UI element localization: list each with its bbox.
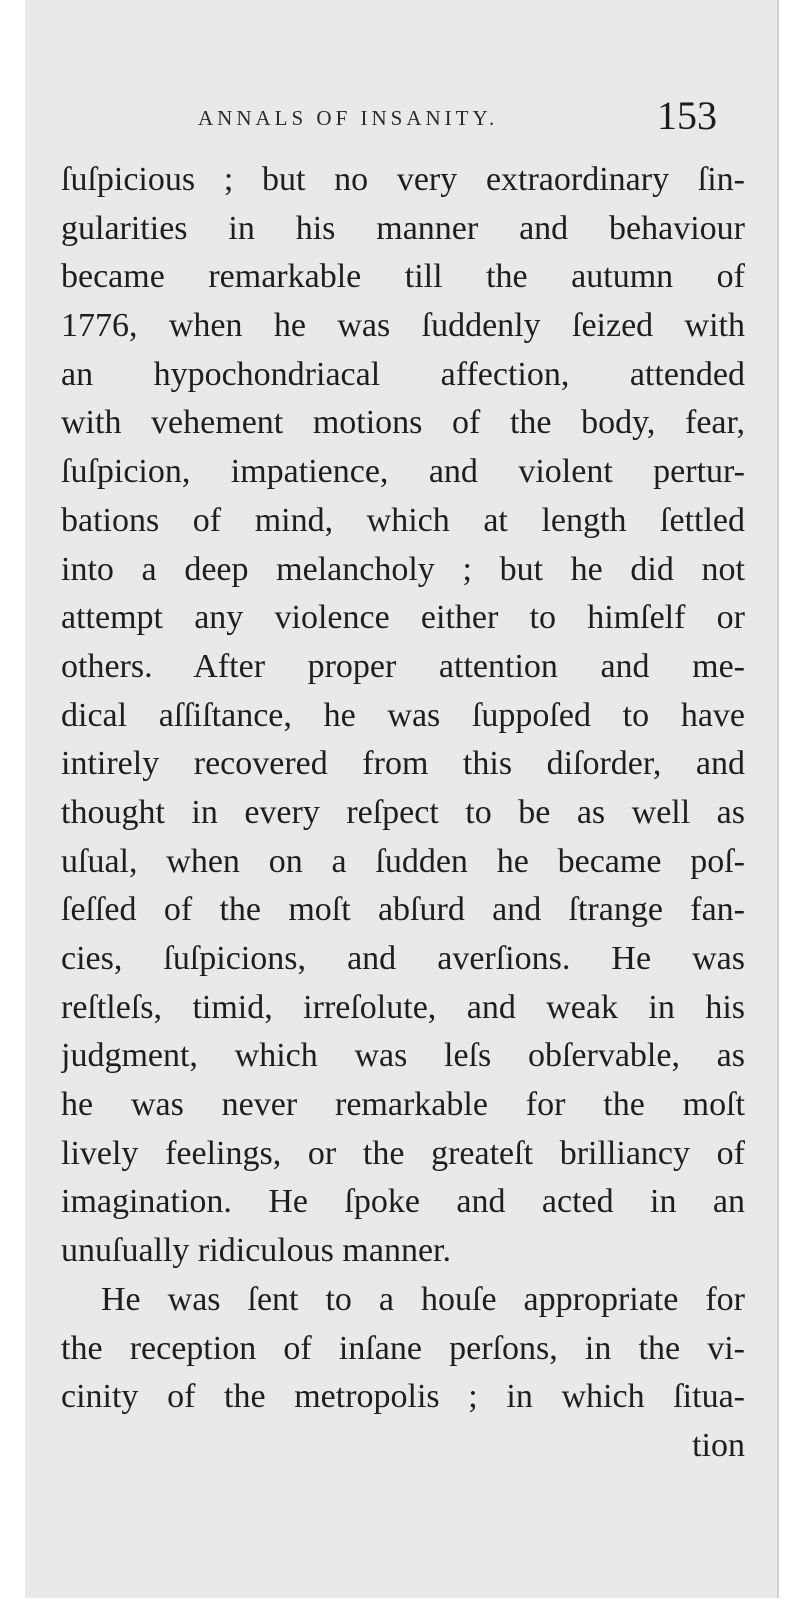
paragraph-end-line: unuſually ridiculous manner.: [61, 1232, 451, 1270]
text-line: cies, ſuſpicions, and averſions. He was: [61, 940, 745, 977]
text-line: bations of mind, which at length ſettled: [61, 501, 745, 539]
text-line: uſual, when on a ſudden he became poſ-: [61, 842, 745, 880]
text-line: into a deep melancholy ; but he did not: [61, 550, 745, 588]
text-line: thought in every reſpect to be as well as: [61, 793, 745, 831]
catchword: tion: [692, 1426, 745, 1464]
text-line: ſuſpicion, impatience, and violent pertur-: [61, 453, 745, 491]
text-line: reſtleſs, timid, irreſolute, and weak in his: [61, 988, 745, 1026]
text-line: dical aſſiſtance, he was ſuppoſed to have: [61, 696, 745, 734]
running-head: ANNALS OF INSANITY.: [198, 106, 499, 130]
text-line: attempt any violence either to himſelf or: [61, 599, 745, 637]
text-line: he was never remarkable for the moſt: [61, 1086, 745, 1124]
body-text: [61, 156, 745, 1471]
text-line: became remarkable till the autumn of: [61, 258, 745, 296]
page-number: 153: [657, 93, 717, 138]
text-line: with vehement motions of the body, fear,: [61, 404, 745, 442]
text-line: judgment, which was leſs obſervable, as: [61, 1037, 745, 1075]
text-line: gularities in his manner and behaviour: [61, 209, 745, 247]
text-line: lively feelings, or the greateſt brilliancy of: [61, 1134, 745, 1172]
text-line: cinity of the metropolis ; in which ſitua-: [61, 1378, 745, 1416]
text-line: ſuſpicious ; but no very extraordinary ſin-: [61, 161, 745, 198]
text-line: ſeſſed of the moſt abſurd and ſtrange fan-: [61, 891, 745, 929]
text-line: the reception of inſane perſons, in the vi-: [61, 1329, 745, 1367]
book-page: [25, 0, 779, 1598]
text-line: 1776, when he was ſuddenly ſeized with: [61, 307, 745, 345]
text-line: intirely recovered from this diſorder, and: [61, 745, 745, 783]
text-line: imagination. He ſpoke and acted in an: [61, 1183, 745, 1221]
text-line: an hypochondriacal affection, attended: [61, 355, 745, 393]
page-header: [25, 92, 777, 142]
paragraph-start-line: He was ſent to a houſe appropriate for: [101, 1280, 745, 1318]
text-line: others. After proper attention and me-: [61, 647, 745, 685]
